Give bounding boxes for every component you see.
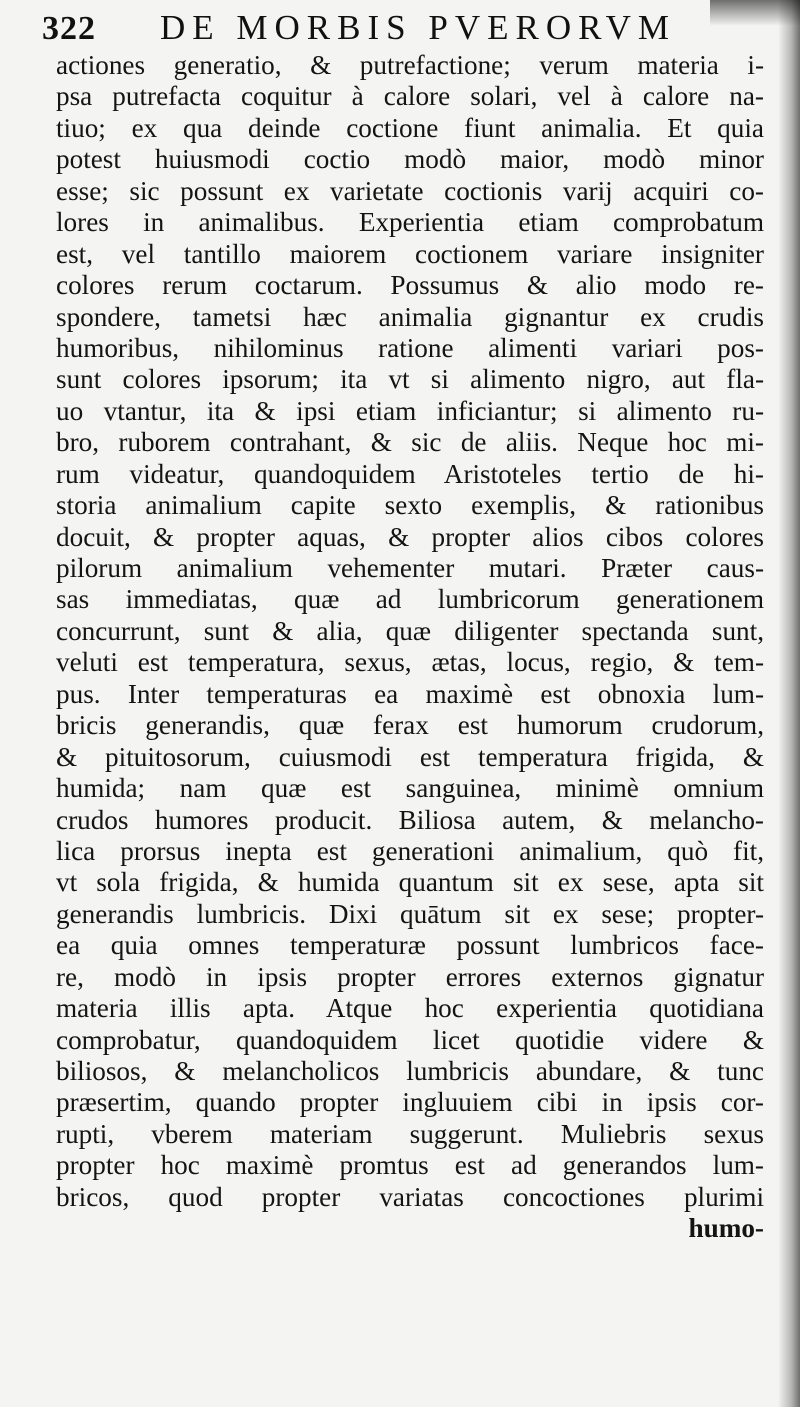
text-line: ea quia omnes temperaturæ possunt lumbricos face- bbox=[56, 930, 764, 961]
text-line: potest huiusmodi coctio modò maior, modò minor bbox=[56, 144, 764, 175]
text-line: & pituitosorum, cuiusmodi est temperatura frigida, & bbox=[56, 741, 764, 772]
text-line: præsertim, quando propter ingluuiem cibi in ipsis cor- bbox=[56, 1087, 764, 1118]
text-line: lores in animalibus. Experientia etiam comprobatum bbox=[56, 207, 764, 238]
text-line: actiones generatio, & putrefactione; verum materia i- bbox=[56, 50, 764, 80]
text-line: uo vtantur, ita & ipsi etiam inficiantur; si alimento ru- bbox=[56, 395, 764, 426]
text-line: colores rerum coctarum. Possumus & alio modo re- bbox=[56, 270, 764, 301]
running-title: DE MORBIS PVERORVM bbox=[160, 8, 677, 47]
text-line: pilorum animalium vehementer mutari. Præter caus- bbox=[56, 553, 764, 583]
page-number: 322 bbox=[42, 10, 96, 47]
text-line: storia animalium capite sexto exemplis, & rationibus bbox=[56, 490, 764, 521]
text-line: humida; nam quæ est sanguinea, minimè omnium bbox=[56, 773, 764, 804]
page-header bbox=[42, 6, 762, 50]
text-line: biliosos, & melancholicos lumbricis abundare, & tunc bbox=[56, 1056, 764, 1086]
text-line: est, vel tantillo maiorem coctionem variare insigniter bbox=[56, 238, 764, 269]
text-line: comprobatur, quandoquidem licet quotidie videre & bbox=[56, 1024, 764, 1055]
text-line: bro, ruborem contrahant, & sic de aliis. Neque hoc mi- bbox=[56, 427, 764, 458]
text-line: re, modò in ipsis propter errores externos gignatur bbox=[56, 961, 764, 992]
catchword: humo- bbox=[688, 1213, 764, 1244]
text-line: docuit, & propter aquas, & propter alios cibos colores bbox=[56, 521, 764, 552]
text-line: rupti, vberem materiam suggerunt. Muliebris sexus bbox=[56, 1118, 764, 1149]
text-line: concurrunt, sunt & alia, quæ diligenter spectanda sunt, bbox=[56, 615, 764, 646]
text-line: crudos humores producit. Biliosa autem, & melancho- bbox=[56, 804, 764, 835]
text-line: materia illis apta. Atque hoc experientia quotidiana bbox=[56, 993, 764, 1024]
text-line: sas immediatas, quæ ad lumbricorum generationem bbox=[56, 584, 764, 615]
text-line: bricos, quod propter variatas concoctiones plurimi bbox=[56, 1181, 764, 1212]
text-line: rum videatur, quandoquidem Aristoteles tertio de hi- bbox=[56, 458, 764, 489]
text-line: humoribus, nihilominus ratione alimenti variari pos- bbox=[56, 332, 764, 363]
text-line: spondere, tametsi hæc animalia gignantur ex crudis bbox=[56, 301, 764, 332]
text-line: esse; sic possunt ex varietate coctionis varij acquiri co- bbox=[56, 175, 764, 206]
text-line: lica prorsus inepta est generationi animalium, quò fit, bbox=[56, 835, 764, 866]
text-line: propter hoc maximè promtus est ad generandos lum- bbox=[56, 1150, 764, 1181]
scan-shadow-right bbox=[778, 0, 800, 1407]
text-line: veluti est temperatura, sexus, ætas, locus, regio, & tem- bbox=[56, 647, 764, 678]
text-line: pus. Inter temperaturas ea maximè est obnoxia lum- bbox=[56, 678, 764, 709]
body-text bbox=[56, 50, 764, 1245]
text-line: tiuo; ex qua deinde coctione fiunt animalia. Et quia bbox=[56, 112, 764, 143]
text-line: psa putrefacta coquitur à calore solari, vel à calore na- bbox=[56, 81, 764, 112]
text-line: sunt colores ipsorum; ita vt si alimento nigro, aut fla- bbox=[56, 364, 764, 395]
text-line: vt sola frigida, & humida quantum sit ex sese, apta sit bbox=[56, 867, 764, 898]
text-line: bricis generandis, quæ ferax est humorum crudorum, bbox=[56, 710, 764, 741]
text-line: generandis lumbricis. Dixi quātum sit ex sese; propter- bbox=[56, 898, 764, 929]
